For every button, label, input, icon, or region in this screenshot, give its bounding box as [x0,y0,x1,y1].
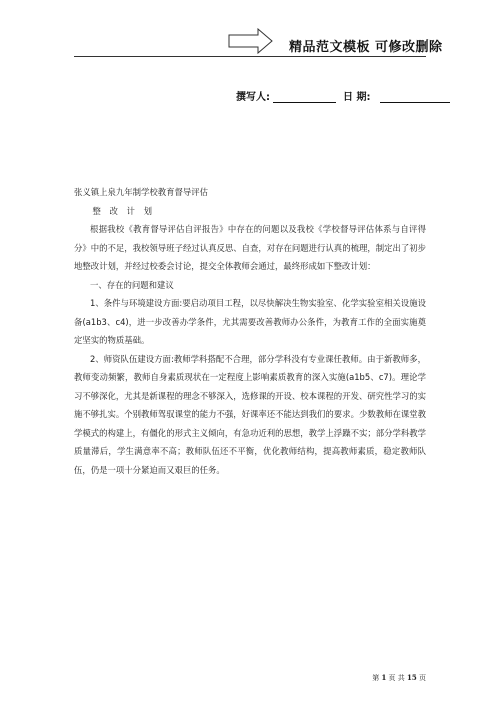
section-heading: 一、存在的问题和建议 [89,279,174,290]
author-blank-field[interactable] [273,92,336,103]
footer-page-number: 1 [381,673,387,682]
paragraph-item-1: 1、条件与环境建设方面:要启动项目工程，以尽快解决生物实验室、化学实验室相关设施设备(a1b3、c4)，进一步改善办学条件，尤其需要改善教师办公条件，为教育工作的全面实施奠定坚实的物质基础。 [74,298,426,345]
footer-prefix: 第 [372,674,380,682]
date-label: 日 期: [342,92,371,103]
page-header [0,0,500,60]
author-date-line [236,88,450,103]
paragraph-item-2: 2、师资队伍建设方面:教师学科搭配不合理，部分学科没有专业课任教师。由于新教师多，教师变动频繁，教师自身素质现状在一定程度上影响素质教育的深入实施(a1b5、c7)。理论学习不够深化，尤其是新课程的理念不够深入，选修课的开设、校本课程的开发、研究性学习的实施不够扎实。个别教师驾驭课堂的能力不强，好课率还不能达到我们的要求。少数教师在课堂教学模式的构建上，有僵化的形式主义倾向，有急功近利的思想，教学上浮躁不实；部分学科教学质量滞后，学生满意率不高；教师队伍还不平衡，优化教师结构，提高教师素质，稳定教师队伍，仍是一项十分紧迫而又艰巨的任务。 [74,353,426,475]
author-label: 撰写人: [236,92,270,103]
header-divider [74,56,426,57]
document-body [74,183,426,479]
document-title: 张义镇上泉九年制学校教育督导评估 [74,187,208,197]
footer-total-pages: 15 [407,673,417,682]
arrow-right-icon [228,28,274,54]
header-title: 精品范文模板 可修改删除 [289,40,443,55]
document-subtitle: 整 改 计 划 [92,205,155,216]
page-footer [372,673,426,683]
paragraph-intro: 根据我校《教育督导评估自评报告》中存在的问题以及我校《学校督导评估体系与自评得分》中的不足，我校领导班子经过认真反思、自查，对存在问题进行认真的梳理，制定出了初步地整改计划，并经过校委会讨论，提交全体教师会通过，最终形成如下整改计划： [74,224,426,271]
date-blank-field[interactable] [380,92,450,103]
footer-middle: 页 共 [388,674,405,682]
footer-suffix: 页 [419,674,426,682]
